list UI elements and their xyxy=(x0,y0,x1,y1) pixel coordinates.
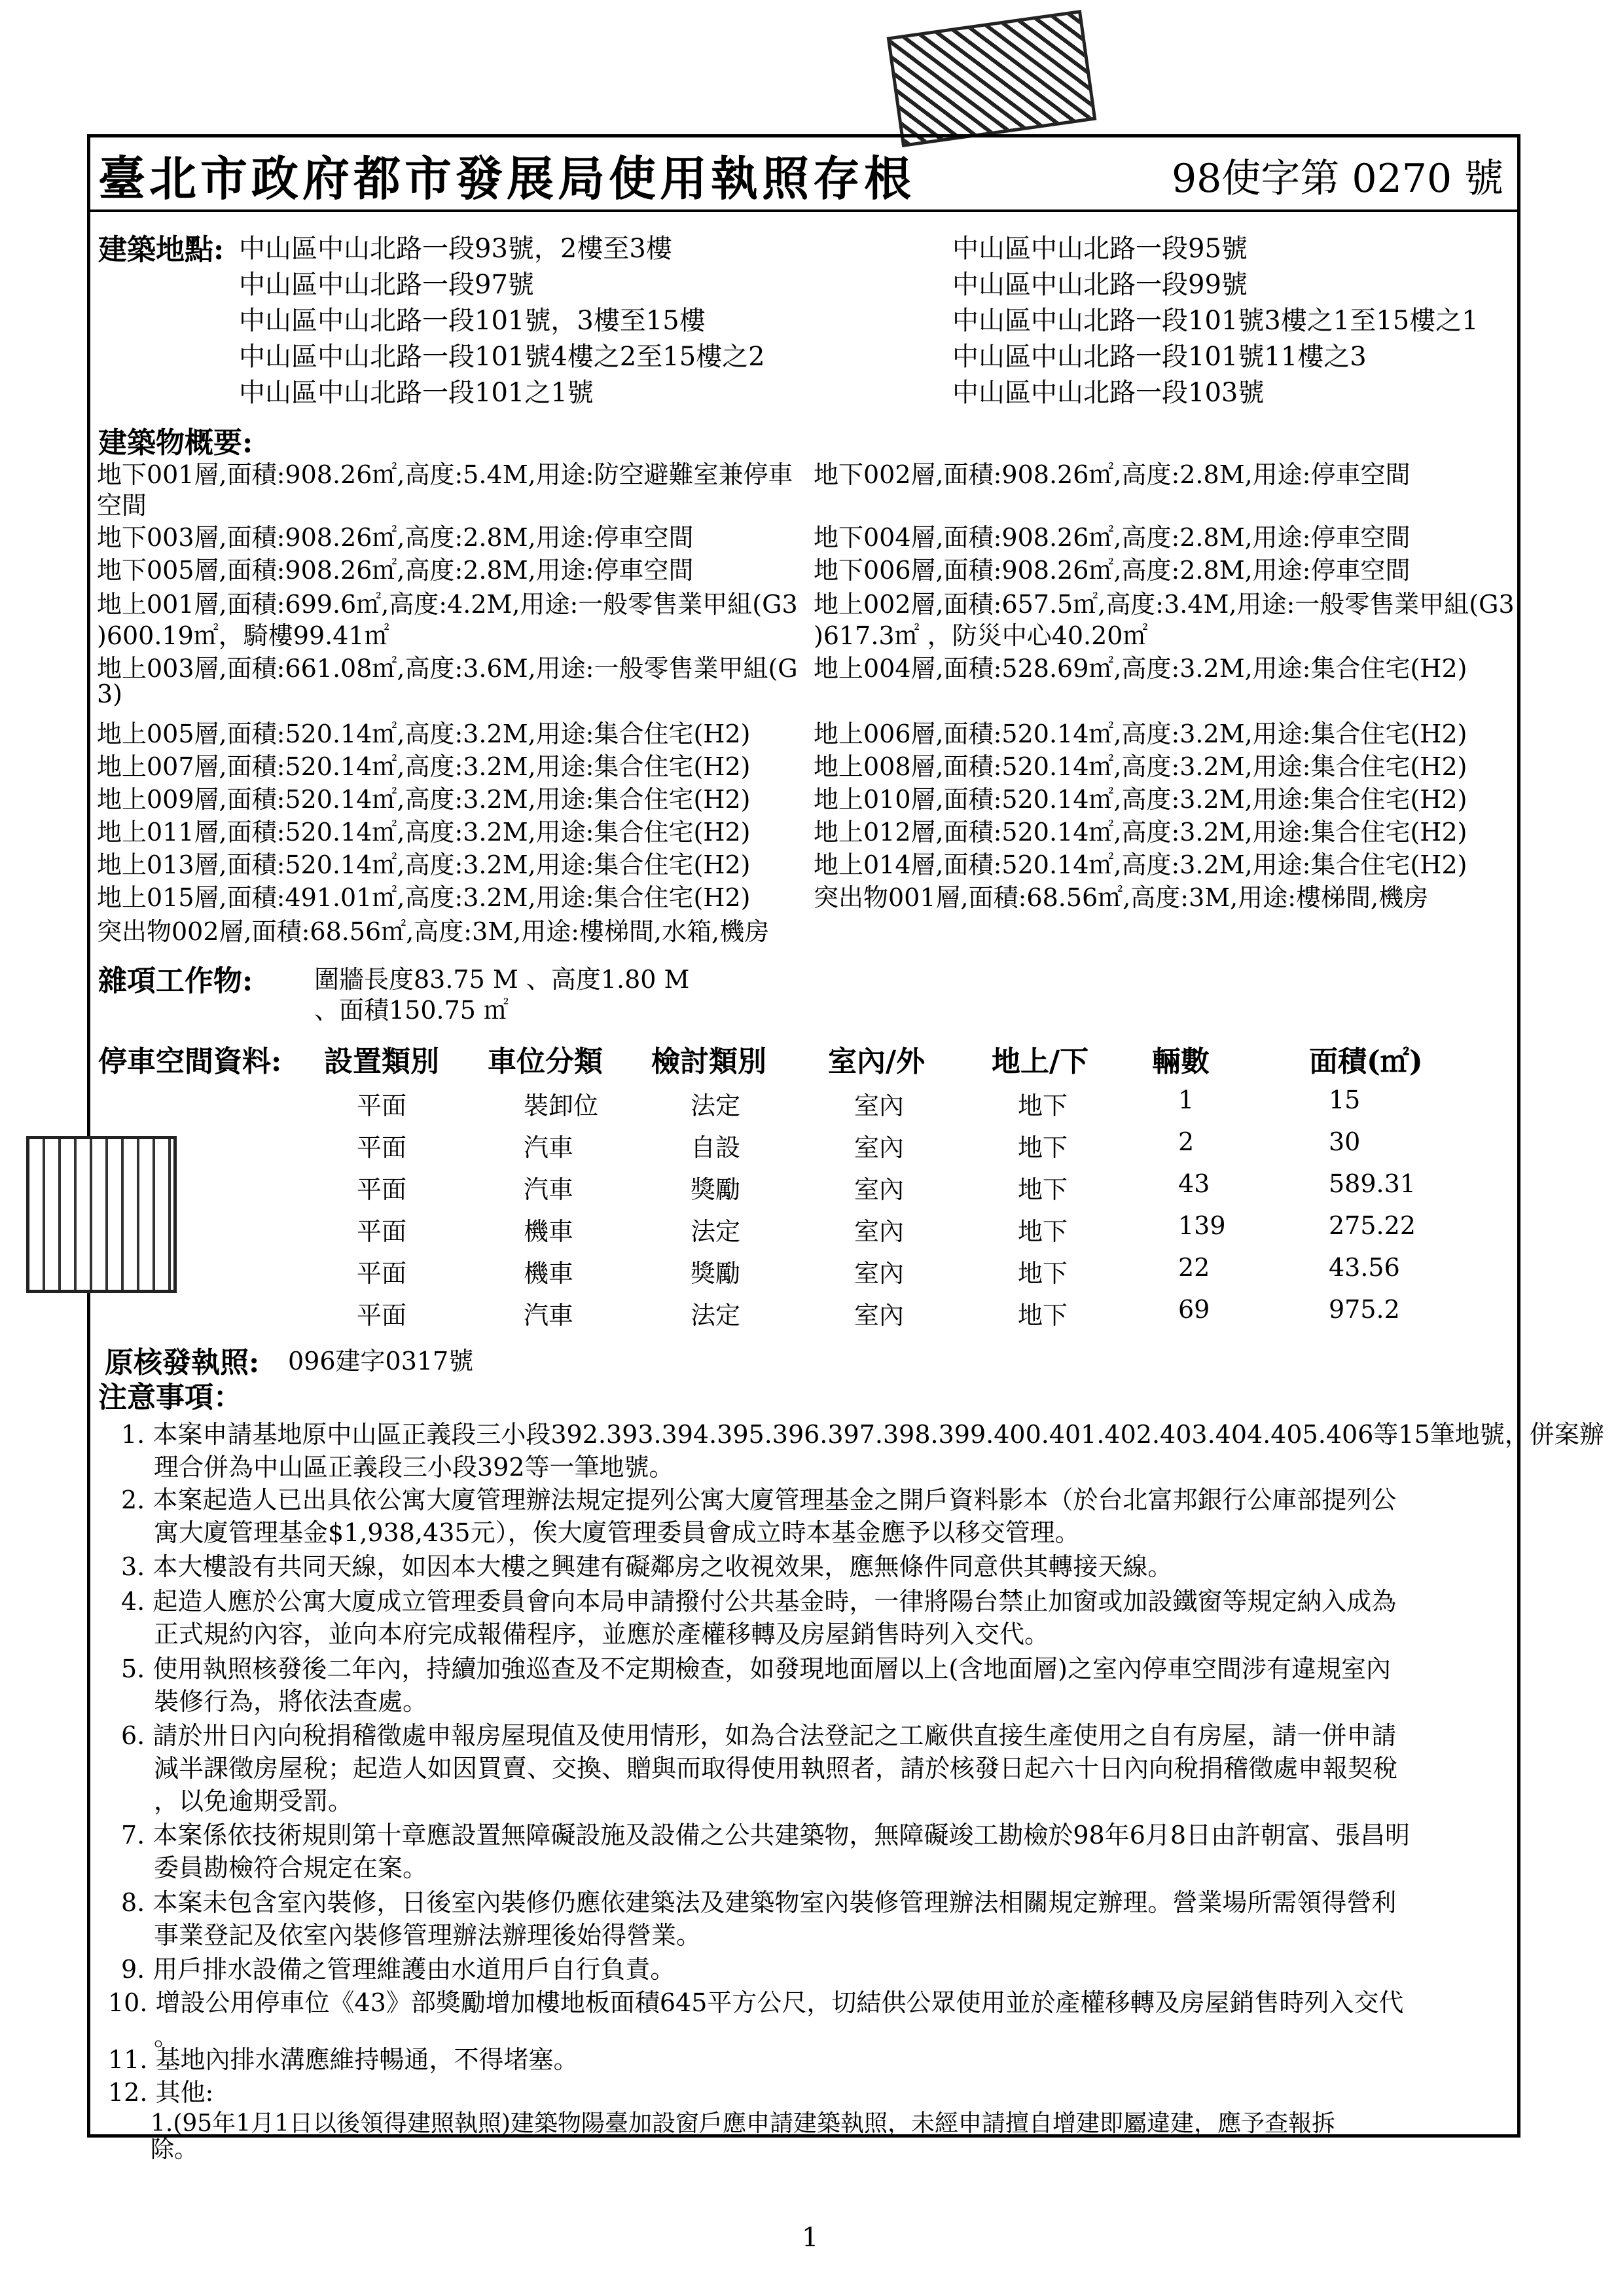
official-seal-side xyxy=(26,1136,177,1293)
parking-cell: 法定 xyxy=(691,1217,741,1246)
parking-cell: 69 xyxy=(1178,1295,1210,1324)
floor-entry: 地上011層,面積:520.14㎡,高度:3.2M,用途:集合住宅(H2) xyxy=(97,818,751,847)
parking-cell: 1 xyxy=(1178,1085,1195,1114)
site-address: 中山區中山北路一段103號 xyxy=(952,378,1265,408)
floor-entry: 地上012層,面積:520.14㎡,高度:3.2M,用途:集合住宅(H2) xyxy=(814,818,1467,847)
note-line: 3. 本大樓設有共同天線，如因本大樓之興建有礙鄰房之收視效果，應無條件同意供其轉接天線。 xyxy=(121,1552,1173,1581)
notes-label: 注意事項： xyxy=(98,1381,242,1414)
note-line: 1. 本案申請基地原中山區正義段三小段392.393.394.395.396.397.398.399.400.401.402.403.404.405.406等15筆地號，併案辦 xyxy=(121,1420,1604,1449)
parking-header: 地上/下 xyxy=(992,1045,1089,1078)
floor-entry: 地上001層,面積:699.6㎡,高度:4.2M,用途:一般零售業甲組(G3 xyxy=(97,590,798,619)
floor-entry: 地上005層,面積:520.14㎡,高度:3.2M,用途:集合住宅(H2) xyxy=(97,720,751,748)
parking-cell: 平面 xyxy=(357,1133,407,1162)
parking-cell: 室內 xyxy=(854,1259,905,1288)
floor-entry: 地上013層,面積:520.14㎡,高度:3.2M,用途:集合住宅(H2) xyxy=(97,850,751,879)
floor-entry: 空間 xyxy=(97,491,147,520)
parking-cell: 22 xyxy=(1178,1253,1210,1282)
parking-cell: 平面 xyxy=(357,1175,407,1204)
note-line: 除。 xyxy=(151,2136,198,2163)
document-title: 臺北市政府都市發展局使用執照存根 xyxy=(98,151,916,206)
parking-cell: 平面 xyxy=(357,1091,407,1120)
note-line: 理合併為中山區正義段三小段392等一筆地號。 xyxy=(154,1453,674,1482)
floor-entry: 地上008層,面積:520.14㎡,高度:3.2M,用途:集合住宅(H2) xyxy=(814,752,1467,781)
note-line: 1.(95年1月1日以後領得建照執照)建築物陽臺加設窗戶應申請建築執照，未經申請擅自增建即屬違建，應予查報拆 xyxy=(151,2110,1336,2137)
page-number: 1 xyxy=(802,2223,819,2253)
site-address: 中山區中山北路一段101號，3樓至15樓 xyxy=(239,306,706,336)
parking-cell: 裝卸位 xyxy=(524,1091,599,1120)
parking-cell: 275.22 xyxy=(1329,1211,1416,1240)
parking-cell: 獎勵 xyxy=(691,1259,741,1288)
parking-cell: 589.31 xyxy=(1329,1169,1416,1198)
note-line: 7. 本案係依技術規則第十章應設置無障礙設施及設備之公共建築物，無障礙竣工勘檢於98年6月8日由許朝富、張昌明 xyxy=(121,1821,1411,1850)
original-permit-value: 096建字0317號 xyxy=(288,1347,474,1376)
parking-cell: 43 xyxy=(1178,1169,1210,1198)
site-address: 中山區中山北路一段97號 xyxy=(239,270,534,300)
parking-cell: 汽車 xyxy=(524,1133,574,1162)
parking-header: 面積(㎡) xyxy=(1309,1045,1423,1078)
note-line: 8. 本案未包含室內裝修，日後室內裝修仍應依建築法及建築物室內裝修管理辦法相關規定辦理。營業場所需領得營利 xyxy=(121,1888,1397,1917)
note-line: 減半課徵房屋稅；起造人如因買賣、交換、贈與而取得使用執照者，請於核發日起六十日內向稅捐稽徵處申報契稅 xyxy=(154,1754,1398,1783)
site-address: 中山區中山北路一段101號3樓之1至15樓之1 xyxy=(952,306,1479,336)
misc-line: 、面積150.75 ㎡ xyxy=(314,996,509,1025)
parking-cell: 自設 xyxy=(691,1133,741,1162)
note-line: 正式規約內容，並向本府完成報備程序，並應於產權移轉及房屋銷售時列入交代。 xyxy=(154,1620,1050,1649)
parking-label: 停車空間資料: xyxy=(98,1045,282,1078)
floor-entry: 地上009層,面積:520.14㎡,高度:3.2M,用途:集合住宅(H2) xyxy=(97,785,751,814)
parking-cell: 139 xyxy=(1178,1211,1226,1240)
parking-cell: 地下 xyxy=(1018,1133,1068,1162)
note-line: 9. 用戶排水設備之管理維護由水道用戶自行負責。 xyxy=(121,1955,675,1984)
floor-entry: 地上004層,面積:528.69㎡,高度:3.2M,用途:集合住宅(H2) xyxy=(814,654,1467,683)
floor-entry: 地下002層,面積:908.26㎡,高度:2.8M,用途:停車空間 xyxy=(814,460,1411,489)
parking-cell: 15 xyxy=(1329,1085,1361,1114)
parking-header: 設置類別 xyxy=(324,1045,439,1078)
floor-entry: 地上014層,面積:520.14㎡,高度:3.2M,用途:集合住宅(H2) xyxy=(814,850,1467,879)
parking-cell: 平面 xyxy=(357,1217,407,1246)
site-address: 中山區中山北路一段95號 xyxy=(952,234,1248,264)
floor-entry: 地上015層,面積:491.01㎡,高度:3.2M,用途:集合住宅(H2) xyxy=(97,883,751,912)
parking-cell: 地下 xyxy=(1018,1217,1068,1246)
parking-cell: 室內 xyxy=(854,1175,905,1204)
floor-entry: 突出物002層,面積:68.56㎡,高度:3M,用途:樓梯間,水箱,機房 xyxy=(97,917,770,946)
note-line: 6. 請於卅日內向稅捐稽徵處申報房屋現值及使用情形，如為合法登記之工廠供直接生產使用之自有房屋，請一併申請 xyxy=(121,1721,1397,1750)
parking-cell: 法定 xyxy=(691,1301,741,1330)
parking-header: 輛數 xyxy=(1152,1045,1210,1078)
parking-cell: 汽車 xyxy=(524,1301,574,1330)
note-line: 12. 其他: xyxy=(108,2078,214,2107)
note-line: 5. 使用執照核發後二年內，持續加強巡查及不定期檢查，如發現地面層以上(含地面層)之室內停車空間涉有違規室內 xyxy=(121,1654,1391,1683)
site-address: 中山區中山北路一段93號，2樓至3樓 xyxy=(239,234,672,264)
parking-header: 檢討類別 xyxy=(651,1045,766,1078)
site-address: 中山區中山北路一段99號 xyxy=(952,270,1248,300)
parking-cell: 室內 xyxy=(854,1301,905,1330)
floor-entry: 地上010層,面積:520.14㎡,高度:3.2M,用途:集合住宅(H2) xyxy=(814,785,1467,814)
official-seal-top xyxy=(887,10,1097,147)
note-line: 2. 本案起造人已出具依公寓大廈管理辦法規定提列公寓大廈管理基金之開戶資料影本（於台北富邦銀行公庫部提列公 xyxy=(121,1485,1397,1514)
parking-cell: 地下 xyxy=(1018,1259,1068,1288)
note-line: 委員勘檢符合規定在案。 xyxy=(154,1853,428,1882)
floor-entry: 地上006層,面積:520.14㎡,高度:3.2M,用途:集合住宅(H2) xyxy=(814,720,1467,748)
parking-cell: 平面 xyxy=(357,1259,407,1288)
note-line: 11. 基地內排水溝應維持暢通，不得堵塞。 xyxy=(108,2045,579,2074)
parking-header: 室內/外 xyxy=(828,1045,926,1078)
parking-cell: 975.2 xyxy=(1329,1295,1400,1324)
note-line: 裝修行為，將依法查處。 xyxy=(154,1687,428,1716)
parking-cell: 地下 xyxy=(1018,1091,1068,1120)
note-line: 。 xyxy=(154,2022,179,2051)
floor-entry: 突出物001層,面積:68.56㎡,高度:3M,用途:樓梯間,機房 xyxy=(814,883,1429,912)
floor-entry: 地下004層,面積:908.26㎡,高度:2.8M,用途:停車空間 xyxy=(814,523,1411,552)
note-line: 4. 起造人應於公寓大廈成立管理委員會向本局申請撥付公共基金時，一律將陽台禁止加窗或加設鐵窗等規定納入成為 xyxy=(121,1587,1397,1616)
floor-entry: 地下003層,面積:908.26㎡,高度:2.8M,用途:停車空間 xyxy=(97,523,694,552)
misc-line: 圍牆長度83.75 M 、高度1.80 M xyxy=(314,965,690,994)
parking-cell: 室內 xyxy=(854,1217,905,1246)
site-label: 建築地點: xyxy=(98,233,225,266)
parking-cell: 汽車 xyxy=(524,1175,574,1204)
overview-label: 建築物概要: xyxy=(98,426,253,460)
title-divider xyxy=(87,210,1520,212)
parking-header: 車位分類 xyxy=(488,1045,603,1078)
floor-entry: 地上007層,面積:520.14㎡,高度:3.2M,用途:集合住宅(H2) xyxy=(97,752,751,781)
note-line: ，以免逾期受罰。 xyxy=(154,1787,353,1815)
parking-cell: 機車 xyxy=(524,1217,574,1246)
parking-cell: 地下 xyxy=(1018,1301,1068,1330)
site-address: 中山區中山北路一段101之1號 xyxy=(239,378,594,408)
floor-entry: 地下006層,面積:908.26㎡,高度:2.8M,用途:停車空間 xyxy=(814,556,1411,585)
floor-entry: 3) xyxy=(97,680,123,708)
note-line: 寓大廈管理基金$1,938,435元），俟大廈管理委員會成立時本基金應予以移交管理。 xyxy=(154,1518,1080,1547)
floor-entry: 地下001層,面積:908.26㎡,高度:5.4M,用途:防空避難室兼停車 xyxy=(97,460,793,489)
parking-cell: 法定 xyxy=(691,1091,741,1120)
floor-entry: 地下005層,面積:908.26㎡,高度:2.8M,用途:停車空間 xyxy=(97,556,694,585)
misc-label: 雜項工作物: xyxy=(98,964,253,998)
parking-cell: 室內 xyxy=(854,1133,905,1162)
note-line: 事業登記及依室內裝修管理辦法辦理後始得營業。 xyxy=(154,1921,702,1950)
floor-entry: 地上003層,面積:661.08㎡,高度:3.6M,用途:一般零售業甲組(G xyxy=(97,654,798,683)
parking-cell: 地下 xyxy=(1018,1175,1068,1204)
parking-cell: 30 xyxy=(1329,1127,1361,1156)
site-address: 中山區中山北路一段101號4樓之2至15樓之2 xyxy=(239,342,765,372)
parking-cell: 43.56 xyxy=(1329,1253,1400,1282)
document-number: 98使字第 0270 號 xyxy=(1172,156,1504,202)
parking-cell: 室內 xyxy=(854,1091,905,1120)
floor-entry: )617.3㎡ ，防災中心40.20㎡ xyxy=(814,621,1148,650)
parking-cell: 獎勵 xyxy=(691,1175,741,1204)
site-address: 中山區中山北路一段101號11樓之3 xyxy=(952,342,1367,372)
note-line: 10. 增設公用停車位《43》部獎勵增加樓地板面積645平方公尺，切結供公眾使用並於產權移轉及房屋銷售時列入交代 xyxy=(108,1988,1404,2017)
original-permit-label: 原核發執照: xyxy=(105,1346,260,1379)
parking-cell: 2 xyxy=(1178,1127,1195,1156)
floor-entry: )600.19㎡，騎樓99.41㎡ xyxy=(97,621,389,650)
floor-entry: 地上002層,面積:657.5㎡,高度:3.4M,用途:一般零售業甲組(G3 xyxy=(814,590,1515,619)
parking-cell: 平面 xyxy=(357,1301,407,1330)
parking-cell: 機車 xyxy=(524,1259,574,1288)
